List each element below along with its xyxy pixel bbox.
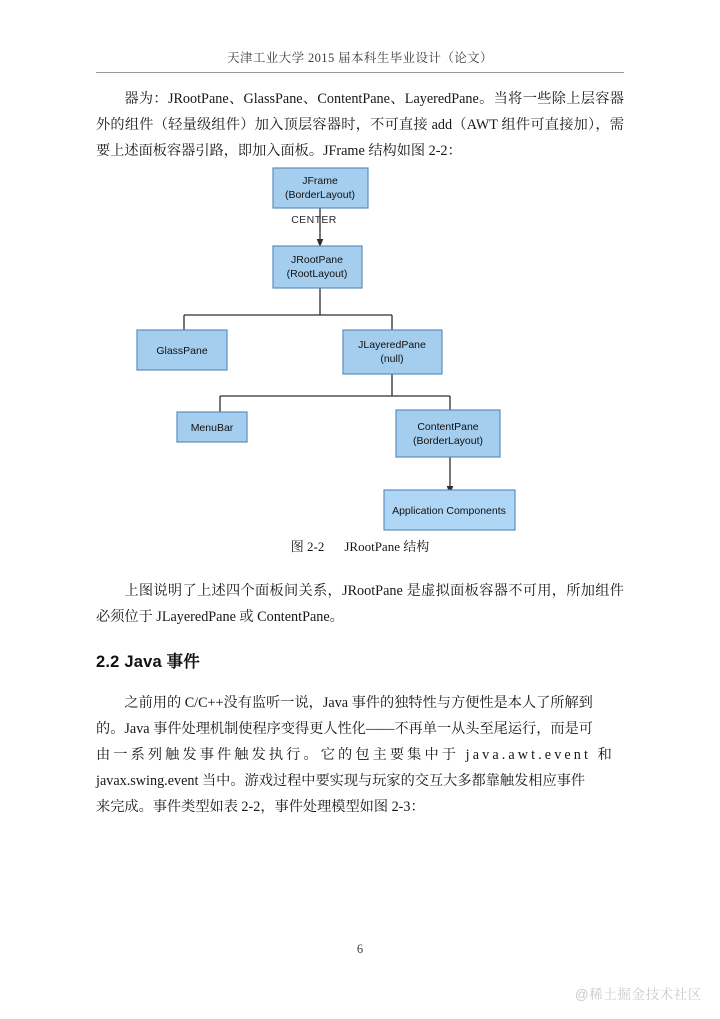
node-appcomponents-label: Application Components: [392, 505, 506, 517]
paragraph-java-events-line-2: 的。Java 事件处理机制使程序变得更人性化——不再单一从头至尾运行，而是可: [96, 721, 593, 737]
node-contentpane-line2: (BorderLayout): [412, 435, 484, 447]
figure-jrootpane-structure: [96, 160, 624, 560]
node-contentpane: [396, 410, 500, 457]
node-menubar-label: MenuBar: [190, 422, 234, 434]
page-header: 天津工业大学 2015 届本科生毕业设计（论文）: [227, 51, 493, 65]
svg-text:CENTER: CENTER: [291, 214, 337, 226]
paragraph-java-events-line-5: 来完成。事件类型如表 2-2，事件处理模型如图 2-3：: [96, 799, 425, 815]
paragraph-java-events-line-3: 由一系列触发事件触发执行。它的包主要集中于 java.awt.event 和: [96, 747, 615, 763]
node-jlayeredpane-line1: JLayeredPane: [358, 339, 426, 351]
watermark: @稀土掘金技术社区: [574, 987, 702, 1002]
node-jlayeredpane: [343, 330, 442, 374]
figure-caption-number: 图 2-2: [290, 539, 325, 554]
node-jrootpane-line2: (RootLayout): [286, 268, 348, 280]
node-jframe-line1: JFrame: [302, 175, 338, 187]
page-number: 6: [356, 942, 364, 956]
edge-jrootpane-to-children: [184, 288, 392, 336]
node-jrootpane-line1: JRootPane: [291, 254, 343, 266]
node-contentpane-line1: ContentPane: [417, 421, 479, 433]
figure-svg: [96, 160, 624, 560]
edge-label-center: [291, 214, 337, 226]
figure-caption-text: JRootPane 结构: [344, 539, 430, 554]
paragraph-java-events: [96, 690, 624, 820]
node-jframe: [273, 168, 368, 208]
paragraph-after-figure: 上图说明了上述四个面板间关系，JRootPane 是虚拟面板容器不可用，所加组件必须位于 JLayeredPane 或 ContentPane。: [96, 583, 624, 625]
paragraph-intro: 器为：JRootPane、GlassPane、ContentPane、LayeredPane。当将一些除上层容器外的组件（轻量级组件）加入顶层容器时，不可直接 add（AWT 组件可直接加），需要上述面板容器引路，即加入面板。JFrame 结构如图 2-2：: [96, 91, 624, 159]
node-jframe-line2: (BorderLayout): [284, 189, 356, 201]
edge-jlayeredpane-to-children: [220, 370, 450, 416]
node-jlayeredpane-line2: (null): [380, 353, 404, 365]
paragraph-java-events-line-1: 之前用的 C/C++没有监听一说，Java 事件的独特性与方便性是本人了所解到: [124, 695, 593, 711]
section-heading-2-2: 2.2 Java 事件: [96, 653, 201, 671]
node-menubar: [177, 412, 247, 442]
node-glasspane-label: GlassPane: [156, 345, 208, 357]
header-rule: [96, 72, 624, 73]
node-glasspane: [137, 330, 227, 370]
node-jrootpane: [273, 246, 362, 288]
paragraph-java-events-line-4: javax.swing.event 当中。游戏过程中要实现与玩家的交互大多都靠触发相应事件: [96, 773, 586, 789]
node-application-components: [384, 490, 515, 530]
figure-caption: [96, 536, 624, 555]
